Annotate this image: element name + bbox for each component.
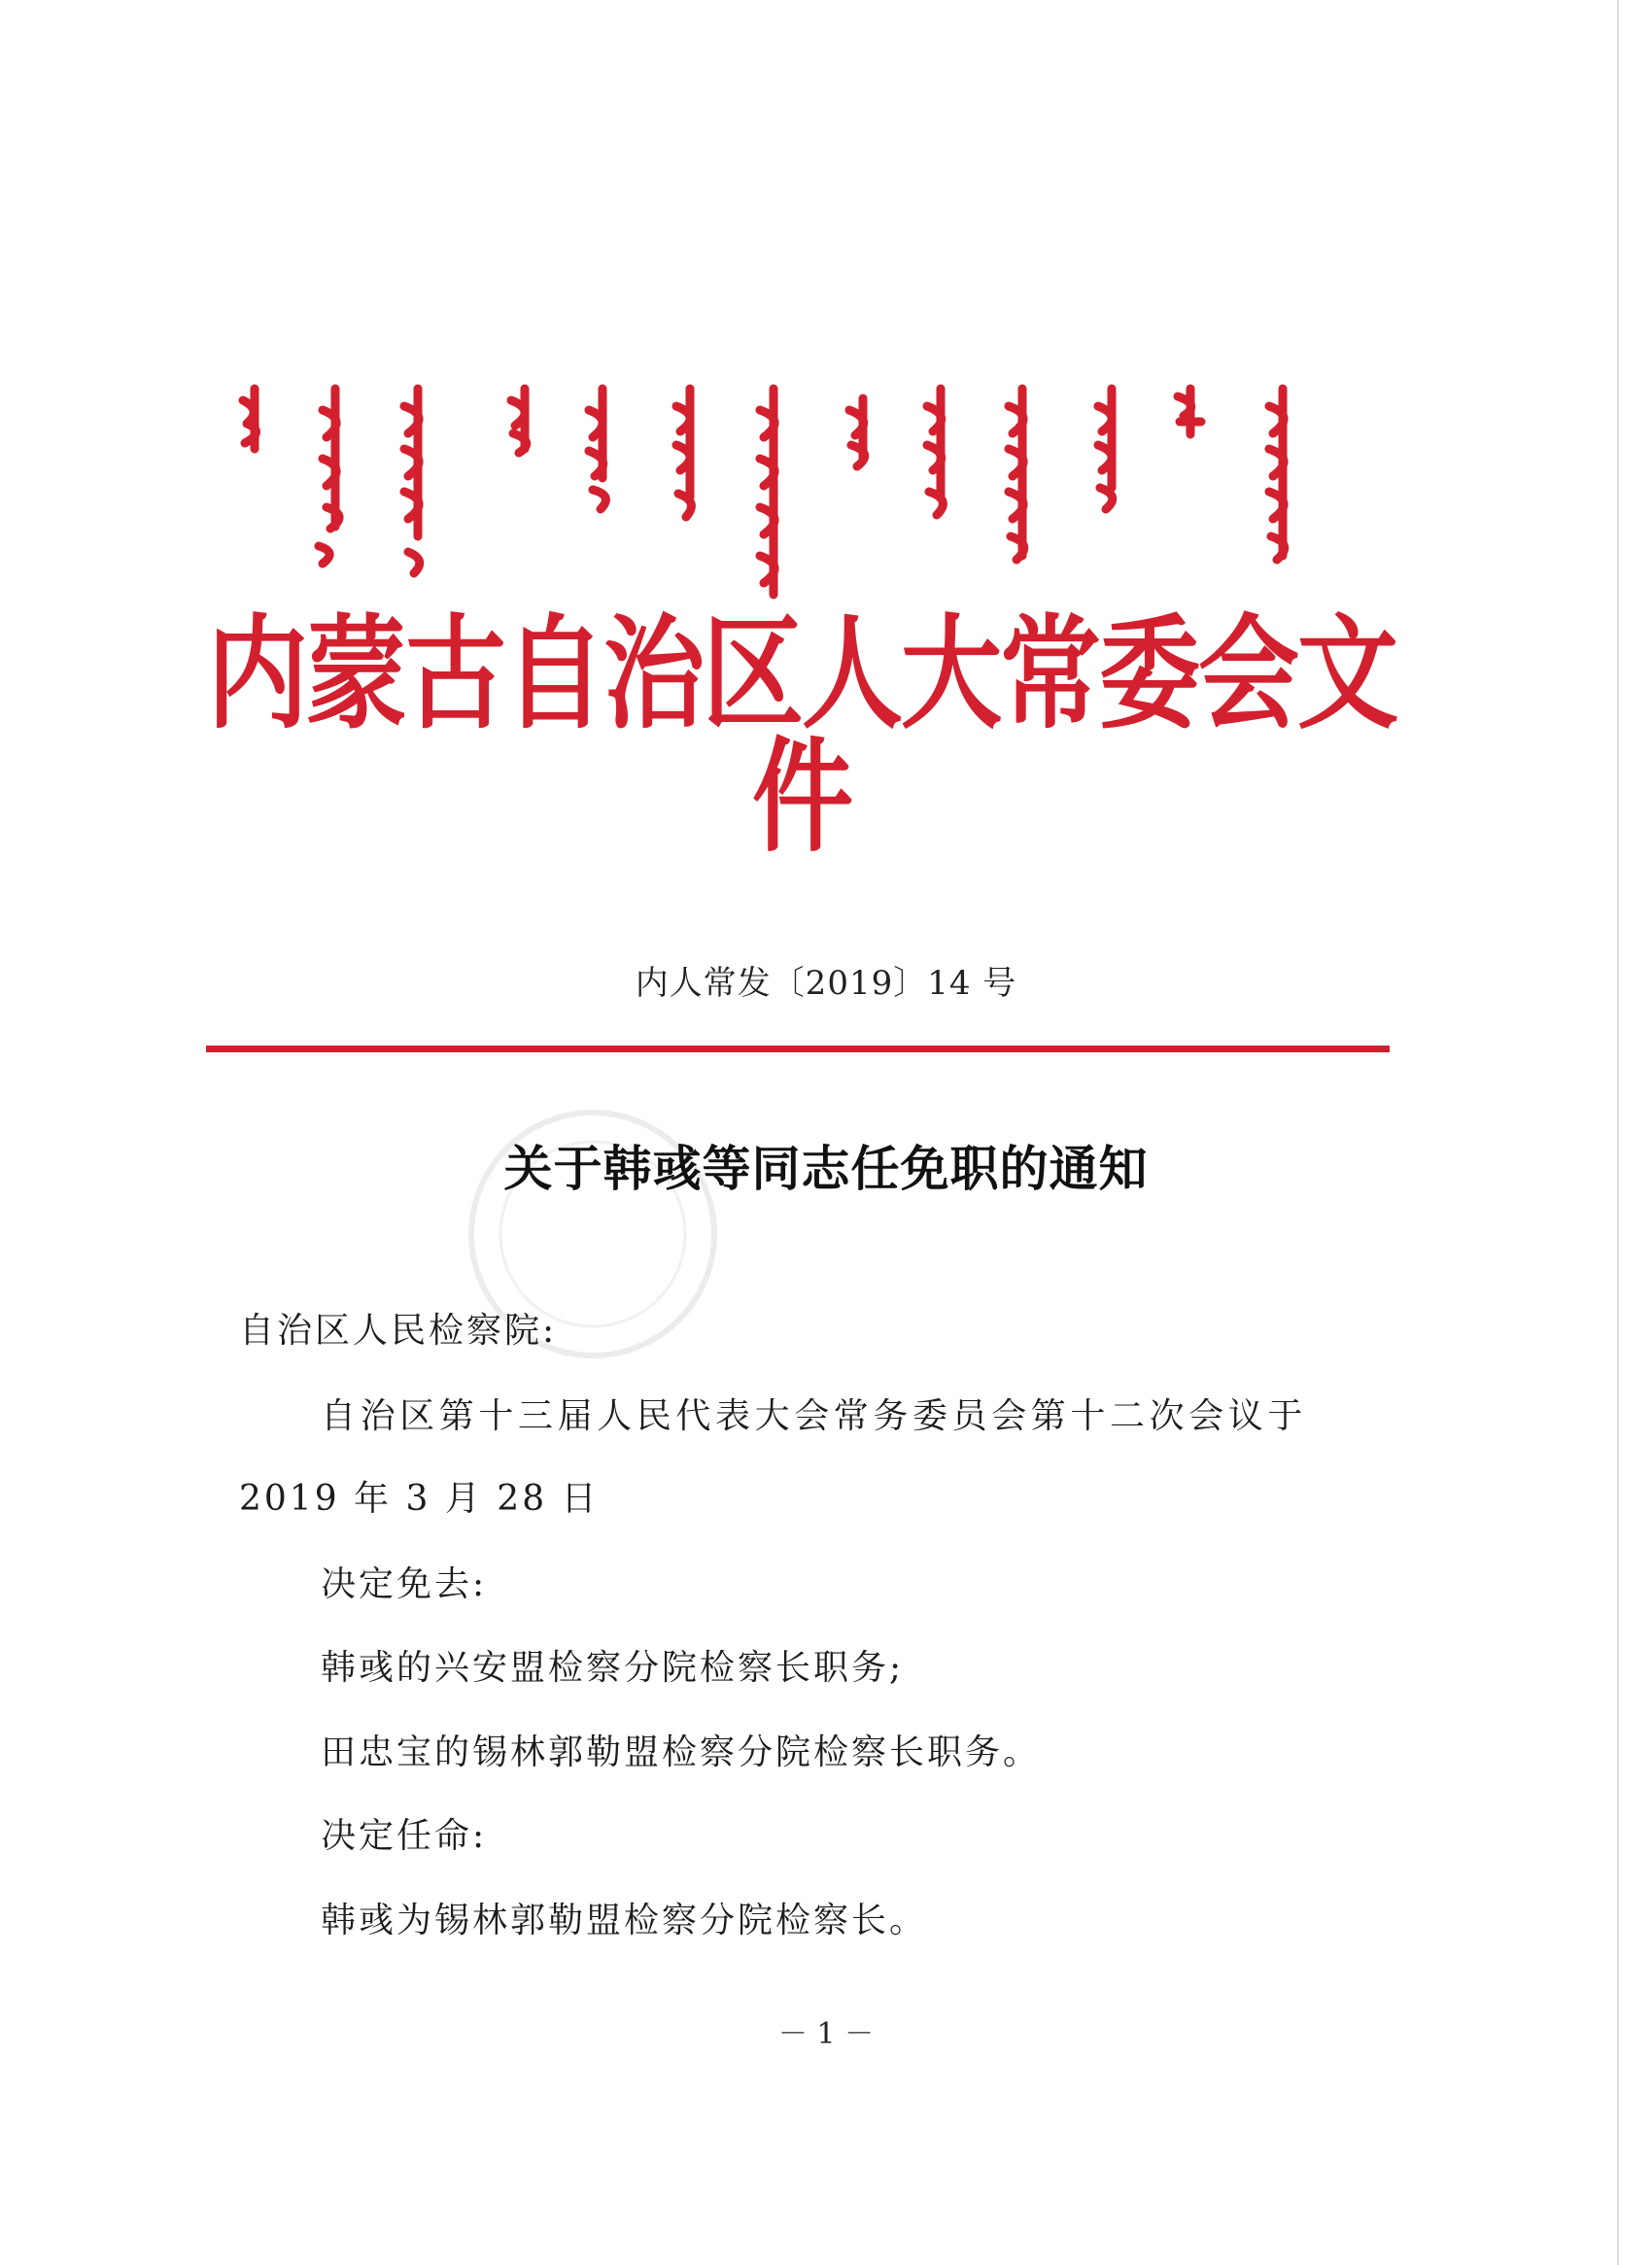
decide-appoint-heading: 决定任命:	[321, 1816, 488, 1856]
remove-item-1: 韩彧的兴安盟检察分院检察长职务;	[321, 1648, 905, 1688]
notice-title: 关于韩彧等同志任免职的通知	[503, 1141, 1149, 1197]
document-number: 内人常发〔2019〕14 号	[635, 964, 1017, 1003]
document-header-title: 内蒙古自治区人大常委会文件	[206, 601, 1396, 870]
decide-remove-heading: 决定免去:	[321, 1564, 488, 1604]
body-paragraph-line-1: 自治区第十三届人民代表大会常务委员会第十二次会议于	[321, 1396, 1308, 1436]
body-paragraph-line-2: 2019 年 3 月 28 日	[239, 1479, 600, 1519]
red-divider-rule	[206, 1046, 1390, 1052]
appoint-item-1: 韩彧为锡林郭勒盟检察分院检察长。	[321, 1901, 928, 1940]
page-number: － 1 －	[777, 2017, 875, 2051]
salutation: 自治区人民检察院:	[239, 1311, 558, 1351]
mongolian-title-logo	[233, 381, 1360, 604]
remove-item-2: 田忠宝的锡林郭勒盟检察分院检察长职务。	[321, 1733, 1042, 1772]
